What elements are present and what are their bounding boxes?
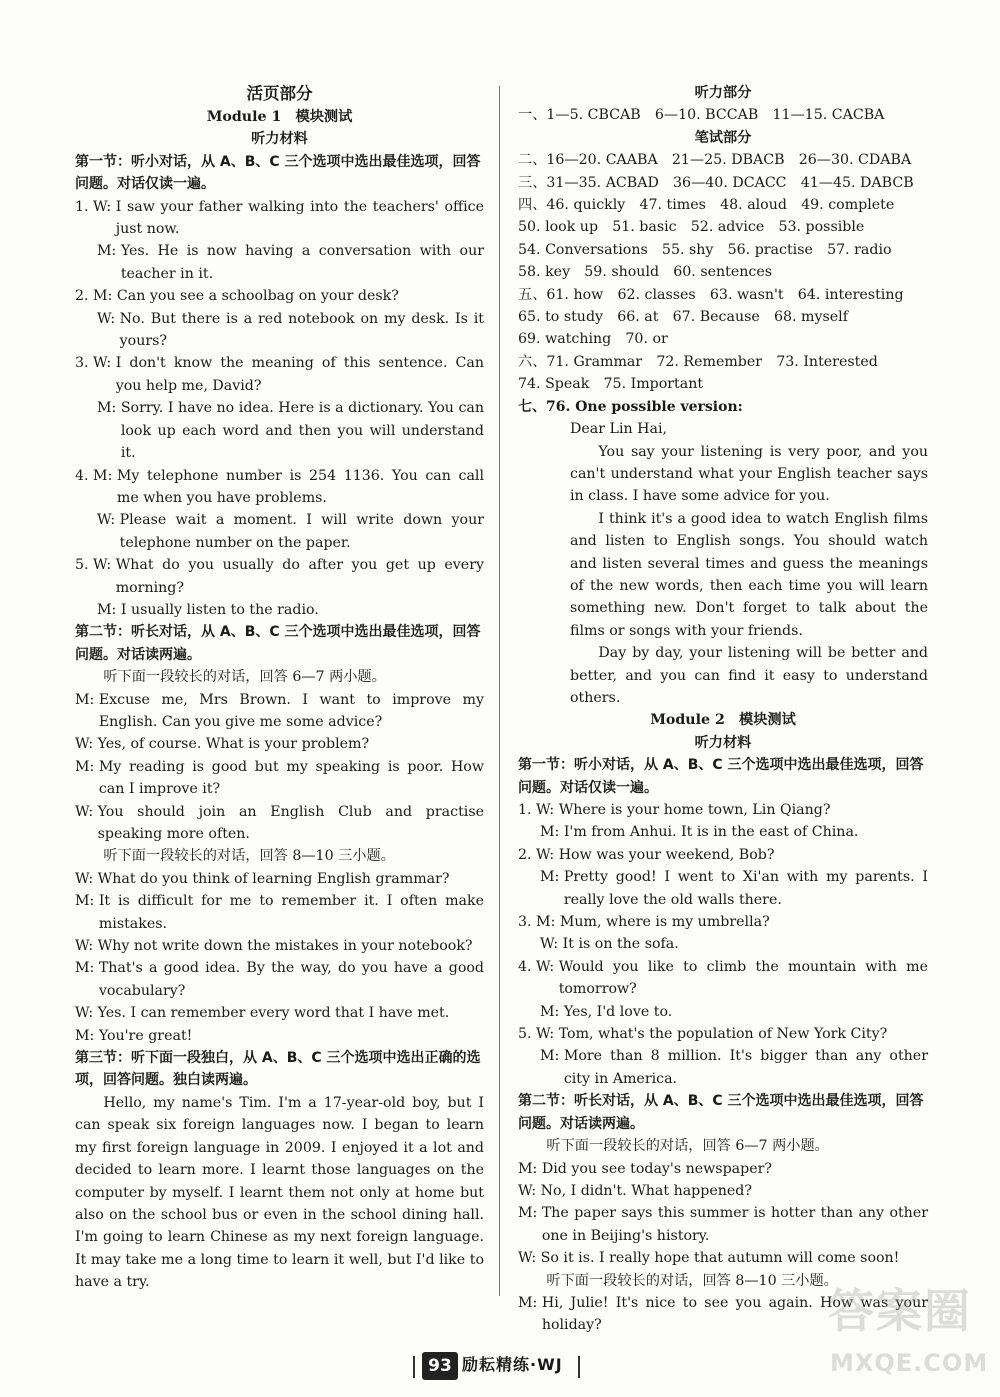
listening-part-title: 听力部分 [694,85,752,101]
letter-paragraph: You say your listening is very poor, and you can't understand what your English teacher says in class. I have some advice for you. [570,443,928,505]
dialog-line [75,1002,484,1024]
answer-line: 五、61. how 62. classes 63. wasn't 64. interesting [518,286,904,303]
dialog-text: Yes, I'd love to. [563,1003,673,1020]
section2-dialog-2 [75,868,484,1047]
answer-line: 四、46. quickly 47. times 48. aloud 49. complete [518,197,895,214]
dialog-line [518,933,928,955]
listening-material-title-2: 听力材料 [694,734,752,751]
dialog-text: Yes. I can remember every word that I have met. [97,1005,450,1022]
dialog-line [518,911,928,933]
speaker-label: M: [540,1048,564,1065]
dialog-line [75,935,484,957]
dialog-line [75,308,484,353]
answer-line: 二、16—20. CAABA 21—25. DBACB 26—30. CDABA [518,152,912,169]
m2-section2-intro-1: 听下面一段较长的对话，回答 6—7 两小题。 [546,1138,829,1155]
watermark-text: 答案圈 [828,1284,972,1338]
dialog-line [75,801,484,846]
dialog-text: I'm from Anhui. It is in the east of China. [563,824,859,841]
speaker-label: M: [518,1294,542,1311]
dialog-line [75,957,484,1002]
dialog-text: The paper says this summer is hotter than any other one in Beijing's history. [541,1205,928,1244]
dialog-line [518,844,928,866]
dialog-line [518,1023,928,1045]
answer-line: 74. Speak 75. Important [518,376,704,393]
speaker-label: W: [75,938,98,955]
speaker-label: 1. W: [75,198,116,215]
speaker-label: M: [540,869,564,886]
listening-material-title: 听力材料 [251,131,308,148]
speaker-label: 4. W: [518,958,559,975]
speaker-label: 3. W: [75,355,116,372]
section1-heading: 第一节：听小对话，从 A、B、C 三个选项中选出最佳选项，回答问题。对话仅读一遍。 [75,153,481,193]
m2-section2-intro-2: 听下面一段较长的对话，回答 8—10 三小题。 [546,1272,838,1289]
dialog-text: Would you like to climb the mountain with me tomorrow? [558,958,928,998]
page-number: 93 [422,1352,458,1380]
part-title: 活页部分 [246,84,313,103]
dialog-text: Please wait a moment. I will write down your telephone number on the paper. [119,512,484,551]
dialog-text: I usually listen to the radio. [120,601,319,618]
dialog-line [75,509,484,554]
dialog-line [75,397,484,464]
dialog-line [75,285,484,307]
speaker-label: 1. W: [518,802,559,818]
speaker-label: 2. W: [518,846,559,863]
dialog-text: That's a good idea. By the way, do you have a good vocabulary? [98,960,484,999]
dialog-line [75,240,484,285]
speaker-label: 2. M: [75,288,117,305]
dialog-text: Where is your home town, Lin Qiang? [558,802,831,818]
section1-dialogs [75,196,484,622]
section2-heading: 第二节：听长对话，从 A、B、C 三个选项中选出最佳选项，回答问题。对话读两遍。 [75,624,481,663]
written-part-title: 笔试部分 [694,129,752,146]
dialog-line [75,890,484,935]
left-column [75,82,484,1294]
dialog-text: So it is. I really hope that autumn will come soon! [540,1250,900,1267]
speaker-label: M: [540,824,564,841]
answer-line-listening: 一、1—5. CBCAB 6—10. BCCAB 11—15. CACBA [518,107,885,124]
speaker-label: W: [75,736,98,753]
dialog-line [75,352,484,397]
speaker-label: W: [518,1182,541,1199]
dialog-line [518,1158,928,1180]
speaker-label: M: [75,691,99,708]
letter-body [570,441,928,710]
dialog-text: Tom, what's the population of New York City? [558,1026,888,1043]
right-column [518,82,928,1337]
speaker-label: M: [75,758,99,775]
dialog-text: Why not write down the mistakes in your notebook? [97,938,473,955]
dialog-line [518,1202,928,1247]
dialog-text: Can you see a schoolbag on your desk? [116,288,399,305]
speaker-label: W: [97,310,120,327]
speaker-label: 5. W: [518,1026,559,1043]
dialog-text: No. But there is a red notebook on my desk. Is it yours? [119,310,484,350]
dialog-text: How was your weekend, Bob? [558,846,775,863]
speaker-label: W: [75,870,98,887]
dialog-line [75,1025,484,1047]
speaker-label: M: [97,601,121,618]
speaker-label: W: [75,1005,98,1022]
column-divider [499,86,500,1296]
dialog-line [75,733,484,755]
dialog-text: Mum, where is my umbrella? [559,914,770,931]
dialog-text: It is on the sofa. [562,936,679,953]
dialog-line [518,799,928,821]
dialog-text: Did you see today's newspaper? [541,1160,772,1177]
dialog-text: I saw your father walking into the teachers' office just now. [115,198,484,238]
dialog-text: I don't know the meaning of this sentence. Can you help me, David? [115,355,484,394]
speaker-label: W: [518,1250,541,1267]
dialog-line [75,599,484,621]
sample-letter [518,418,928,709]
speaker-label: W: [75,803,98,820]
speaker-label: M: [75,1027,99,1044]
module2-title: Module 2 模块测试 [650,712,796,729]
dialog-text: More than 8 million. It's bigger than any other city in America. [563,1048,928,1087]
m2-section1-heading: 第一节：听小对话，从 A、B、C 三个选项中选出最佳选项，回答问题。对话仅读一遍。 [518,757,924,796]
footer-bar-right [578,1356,580,1378]
dialog-text: My reading is good but my speaking is poor. How can I improve it? [98,758,484,798]
dialog-line [518,1001,928,1023]
module1-title: Module 1 模块测试 [206,109,353,125]
letter-greeting: Dear Lin Hai, [570,421,668,438]
dialog-text: Yes. He is now having a conversation with our teacher in it. [120,243,484,282]
dialog-line [518,821,928,843]
writing-heading: 七、76. One possible version: [518,398,743,415]
section2-intro-2: 听下面一段较长的对话，回答 8—10 三小题。 [103,848,395,865]
dialog-line [518,1247,928,1269]
speaker-label: M: [518,1160,542,1177]
dialog-text: Hi, Julie! It's nice to see you again. How was your holiday? [541,1294,928,1334]
section2-intro-1: 听下面一段较长的对话，回答 6—7 两小题。 [103,669,386,686]
watermark-logo [828,1284,989,1380]
answer-line: 六、71. Grammar 72. Remember 73. Interested [518,353,878,370]
dialog-line [75,756,484,801]
answer-line: 54. Conversations 55. shy 56. practise 57. radio [518,241,892,258]
dialog-text: Pretty good! I went to Xi'an with my parents. I really love the old walls there. [563,869,928,908]
dialog-text: What do you think of learning English grammar? [97,870,450,887]
dialog-text: What do you usually do after you get up every morning? [115,557,484,596]
answer-line: 50. look up 51. basic 52. advice 53. possible [518,219,865,236]
dialog-text: It is difficult for me to remember it. I often make mistakes. [98,893,484,932]
dialog-line [518,866,928,911]
dialog-line [75,465,484,510]
dialog-line [518,1045,928,1090]
speaker-label: W: [97,512,120,529]
answer-line: 58. key 59. should 60. sentences [518,264,772,281]
dialog-line [75,689,484,734]
speaker-label: M: [97,400,121,417]
dialog-text: You should join an English Club and practise speaking more often. [97,803,484,842]
answer-line: 三、31—35. ACBAD 36—40. DCACC 41—45. DABCB [518,174,914,191]
letter-paragraph: I think it's a good idea to watch English films and listen to English songs. You should watch and listen several times and guess the meanings of the new words, then each time you will learn something new. Don't forget to talk about the films or songs with your friends. [570,510,928,639]
dialog-text: You're great! [98,1027,193,1044]
dialog-text: Excuse me, Mrs Brown. I want to improve my English. Can you give me some advice? [98,691,484,730]
speaker-label: M: [97,243,121,260]
speaker-label: 3. M: [518,914,560,931]
speaker-label: 4. M: [75,467,117,484]
dialog-text: No, I didn't. What happened? [540,1182,752,1199]
speaker-label: 5. W: [75,557,116,574]
watermark-url: MXQE.COM [830,1349,989,1377]
footer-bar-left [413,1356,415,1378]
dialog-line [75,554,484,599]
speaker-label: M: [518,1205,542,1222]
dialog-line [518,956,928,1001]
dialog-text: My telephone number is 254 1136. You can call me when you have problems. [116,467,484,506]
answer-line: 69. watching 70. or [518,331,668,348]
dialog-line [75,868,484,890]
section2-dialog-1 [75,689,484,846]
dialog-line [518,1180,928,1202]
section3-monologue: Hello, my name's Tim. I'm a 17-year-old boy, but I can speak six foreign languages now. I began to learn my first foreign language in 2009. I enjoyed it a lot and decided to learn more. I learnt those languages on the computer by myself. I learnt them not only at home but also on the school bus or even in the school dining hall. I'm going to learn Chinese as my next foreign language. It may take me a long time to learn it well, but I'd like to have a try. [75,1094,484,1291]
speaker-label: M: [540,1003,564,1020]
section3-heading: 第三节：听下面一段独白，从 A、B、C 三个选项中选出正确的选项，回答问题。独白读两遍。 [75,1050,481,1089]
letter-paragraph: Day by day, your listening will be better and better, and you can find it easy to understand others. [570,645,928,706]
dialog-text: Sorry. I have no idea. Here is a dictionary. You can look up each word and then you will understand it. [120,400,484,462]
m2-section2-heading: 第二节：听长对话，从 A、B、C 三个选项中选出最佳选项，回答问题。对话读两遍。 [518,1093,924,1132]
speaker-label: W: [540,936,563,953]
dialog-text: Yes, of course. What is your problem? [97,736,370,753]
brand-name: 励耘精练·WJ [462,1355,563,1374]
answer-line: 65. to study 66. at 67. Because 68. myself [518,309,848,326]
m2-section1-dialogs [518,799,928,1090]
speaker-label: M: [75,960,99,977]
m2-section2-dialog-1 [518,1158,928,1270]
answer-lines [518,149,928,395]
speaker-label: M: [75,893,99,910]
dialog-line [75,196,484,241]
